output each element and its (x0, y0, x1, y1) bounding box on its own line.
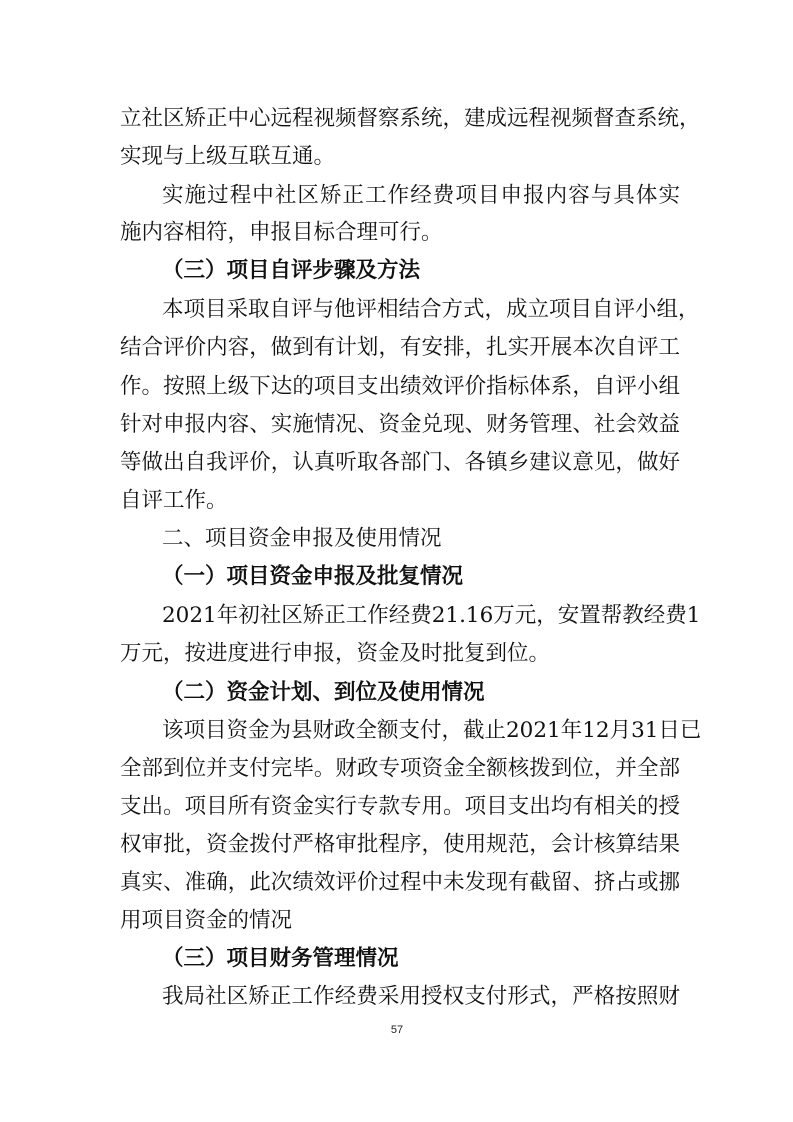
paragraph-line: 施内容相符，申报目标合理可行。 (120, 220, 443, 245)
section-heading-funds: 二、项目资金申报及使用情况 (162, 526, 442, 551)
paragraph-line: 等做出自我评价，认真听取各部门、各镇乡建议意见，做好 (120, 450, 680, 475)
paragraph-line: 2021年初社区矫正工作经费21.16万元，安置帮教经费1 (162, 603, 701, 628)
paragraph-line: 万元，按进度进行申报，资金及时批复到位。 (120, 641, 551, 666)
paragraph-line: 针对申报内容、实施情况、资金兑现、财务管理、社会效益 (120, 412, 680, 437)
paragraph-line: 本项目采取自评与他评相结合方式，成立项目自评小组， (162, 297, 700, 322)
paragraph-line: 自评工作。 (120, 488, 228, 513)
paragraph-line: 实施过程中社区矫正工作经费项目申报内容与具体实 (162, 183, 680, 208)
paragraph-line: 结合评价内容，做到有计划，有安排，扎实开展本次自评工 (120, 335, 680, 360)
paragraph-line: 用项目资金的情况 (120, 908, 293, 933)
paragraph-line: 权审批，资金拨付严格审批程序，使用规范，会计核算结果 (120, 832, 680, 857)
paragraph-line: 支出。项目所有资金实行专款专用。项目支出均有相关的授 (120, 794, 680, 819)
paragraph-line: 真实、准确，此次绩效评价过程中未发现有截留、挤占或挪 (120, 870, 680, 895)
section-heading-finance: （三）项目财务管理情况 (162, 946, 399, 971)
paragraph-line: 实现与上级互联互通。 (120, 144, 336, 169)
section-heading-plan: （二）资金计划、到位及使用情况 (162, 680, 485, 705)
paragraph-line: 立社区矫正中心远程视频督察系统，建成远程视频督查系统， (120, 106, 701, 131)
paragraph-line: 作。按照上级下达的项目支出绩效评价指标体系，自评小组 (120, 374, 680, 399)
paragraph-line: 该项目资金为县财政全额支付，截止2021年12月31日已 (162, 718, 702, 743)
page-number: 57 (390, 1024, 404, 1036)
paragraph-line: 我局社区矫正工作经费采用授权支付形式，严格按照财 (162, 984, 680, 1009)
section-heading-steps: （三）项目自评步骤及方法 (162, 258, 421, 283)
paragraph-line: 全部到位并支付完毕。财政专项资金全额核拨到位，并全部 (120, 756, 680, 781)
section-heading-declaration: （一）项目资金申报及批复情况 (162, 564, 464, 589)
